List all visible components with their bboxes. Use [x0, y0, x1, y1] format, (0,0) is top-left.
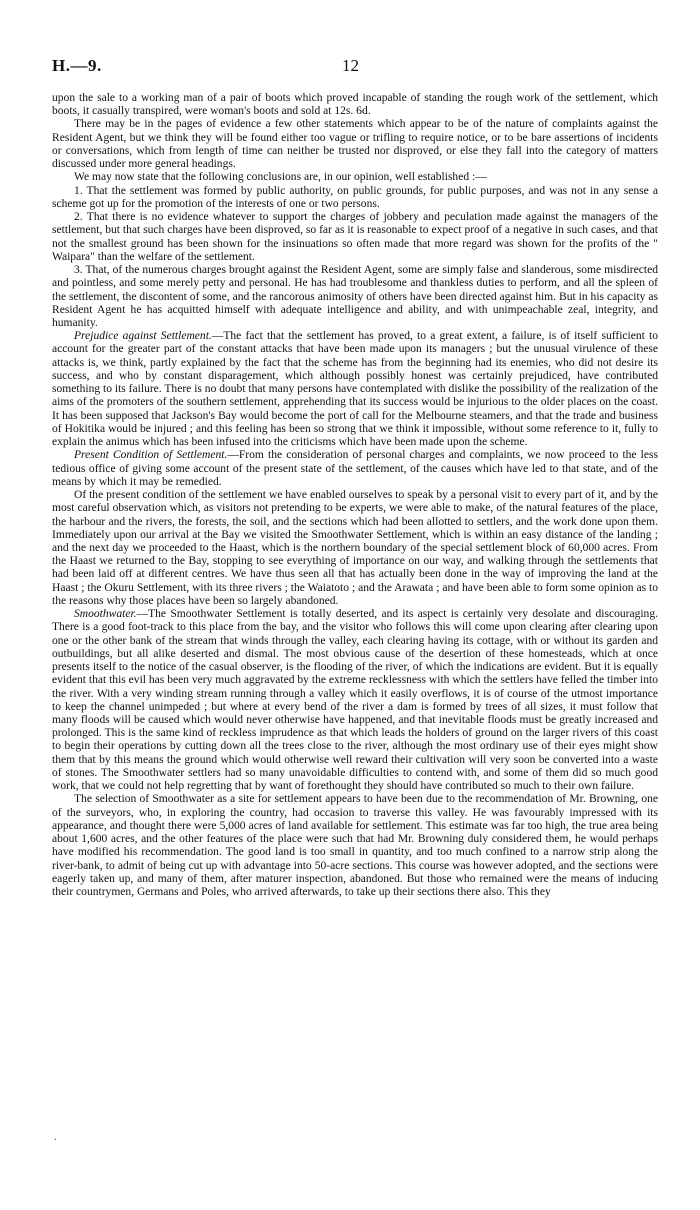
body-text [52, 92, 658, 899]
paragraph: upon the sale to a working man of a pair of boots which proved incapable of standing the rough work of the settlement, which boots, it casually transpired, were woman's boots and sold at 12s. 6d. [52, 92, 658, 118]
side-heading: Prejudice against Settlement. [74, 330, 212, 343]
side-heading: Present Condition of Settlement. [74, 449, 228, 462]
paragraph: Prejudice against Settlement.—The fact that the settlement has proved, to a great extent, a failure, is of itself sufficient to account for the greater part of the constant attacks that have been made upon its managers ; but the unusual virulence of these attacks is, we think, partly explained by the fact that the scheme has from the beginning had its enemies, who did not desire its success, and who by constant disparagement, which although possibly honest was certainly prejudiced, have contributed something to its failure. There is no doubt that many persons have contemplated with dislike the possibility of the realization of the aims of the promoters of the southern settlement, apprehending that its success would be injurious to the older places on the coast. It has been supposed that Jackson's Bay would become the port of call for the Melbourne steamers, and that the trade and business of Hokitika would be injured ; and this feeling has been so strong that we think it impossible, without some reference to it, fully to explain the animus which has been infused into the criticisms which have been made upon the scheme. [52, 330, 658, 449]
side-heading: Smoothwater. [74, 608, 137, 621]
paragraph: 3. That, of the numerous charges brought against the Resident Agent, some are simply false and slanderous, some misdirected and pointless, and some merely petty and personal. He has had troublesome and thankless duties to perform, and all the spleen of the settlement, the discontent of some, and the rancorous animosity of others have been directed against him. But in his capacity as Resident Agent he has acquitted himself with adequate intelligence and ability, and with unimpeachable zeal, integrity, and humanity. [52, 264, 658, 329]
paragraph: We may now state that the following conclusions are, in our opinion, well established :— [74, 171, 487, 184]
page-number: 12 [342, 56, 359, 75]
document-page [52, 0, 658, 899]
page-header [52, 0, 658, 86]
paragraph: 2. That there is no evidence whatever to support the charges of jobbery and peculation made against the managers of the settlement, but that such charges have been disproved, so far as it is reasonable to expect proof of a negative in such cases, and that not the smallest ground has been shown for the insinuations so often made that more regard was shown for the profits of the " Waipara" than the welfare of the settlement. [52, 211, 658, 263]
footer-mark: . [54, 1132, 57, 1143]
paragraph: Smoothwater.—The Smoothwater Settlement is totally deserted, and its aspect is certainly very desolate and discouraging. There is a good foot-track to this place from the bay, and the visitor who follows this will come upon clearing after clearing upon one or the other bank of the stream that winds through the valley, each clearing having its cottage, with or without its garden and outbuildings, but all alike deserted and dismal. The most obvious cause of the desertion of these homesteads, which at once presents itself to the notice of the casual observer, is the flooding of the river, of which the indications are evident. But it is equally evident that this evil has been very much aggravated by the extreme recklessness with which the settlers have felled the timber into the river. With a very winding stream running through a valley which it easily overflows, it is of course of the utmost importance to keep the channel unimpeded ; but where at every bend of the river a dam is formed by trees of all sizes, it must follow that many floods will be caused which would never otherwise have happened, and that inevitable floods must be greatly increased and prolonged. This is the same kind of reckless imprudence as that which leads the holders of ground on the larger rivers of this coast to begin their operations by cutting down all the trees close to the river, although the most ordinary use of their eyes might show them that by this means the ground which would otherwise well reward their cultivation will very soon be converted into a waste of stones. The Smoothwater settlers had so many unavoidable difficulties to contend with, and some of them did so much good work, that we could not help regretting that by want of forethought they should have contributed so much to their own failure. [52, 608, 658, 793]
paragraph: Present Condition of Settlement.—From the consideration of personal charges and complaints, we now proceed to the less tedious office of giving some account of the present state of the settlement, of the causes which have led to that state, and of the means by which it may be remedied. [52, 449, 658, 488]
paragraph: There may be in the pages of evidence a few other statements which appear to be of the nature of complaints against the Resident Agent, but we think they will be found either too vague or trifling to require notice, or to be bare assertions of incidents or conversations, which from length of time can neither be trusted nor disproved, or else they fall into the category of matters discussed under more general headings. [52, 118, 658, 171]
document-reference: H.—9. [52, 56, 102, 75]
paragraph: Of the present condition of the settlement we have enabled ourselves to speak by a personal visit to every part of it, and by the most careful observation which, as visitors not pretending to be experts, we were able to make, of the natural features of the place, the harbour and the rivers, the forests, the soil, and the sections which had been allotted to settlers, and the work done upon them. Immediately upon our arrival at the Bay we visited the Smoothwater Settlement, which is within an easy distance of the landing ; and the next day we proceeded to the Haast, which is the northern boundary of the special settlement block of 60,000 acres. From the Haast we returned to the Bay, stopping to see everything of importance on our way, and walking through the settlements that had been laid off at different centres. We have thus seen all that has actually been done in the way of improving the land at the Haast ; the Okuru Settlement, with its three rivers ; the Waiatoto ; and the Arawata ; and have been able to form some opinion as to the reasons why those places have been so largely abandoned. [52, 489, 658, 607]
paragraph: 1. That the settlement was formed by public authority, on public grounds, for public purposes, and was not in any sense a scheme got up for the promotion of the interests of one or two persons. [52, 184, 658, 210]
paragraph: The selection of Smoothwater as a site for settlement appears to have been due to the recommendation of Mr. Browning, one of the surveyors, who, in exploring the country, had occasion to traverse this valley. He was favourably impressed with its appearance, and thought there were 5,000 acres of land available for settlement. This estimate was far too high, the true area being about 1,600 acres, and the other features of the place were such that had Mr. Browning duly considered them, he would perhaps have modified his recommendation. The good land is too small in quantity, and too much confined to a narrow strip along the river-bank, to admit of being cut up with advantage into 50-acre sections. This course was however adopted, and the sections were eagerly taken up, and many of them, after maturer inspection, abandoned. But those who remained were the means of inducing their countrymen, Germans and Poles, who arrived afterwards, to take up their sections there also. This they [52, 793, 658, 899]
